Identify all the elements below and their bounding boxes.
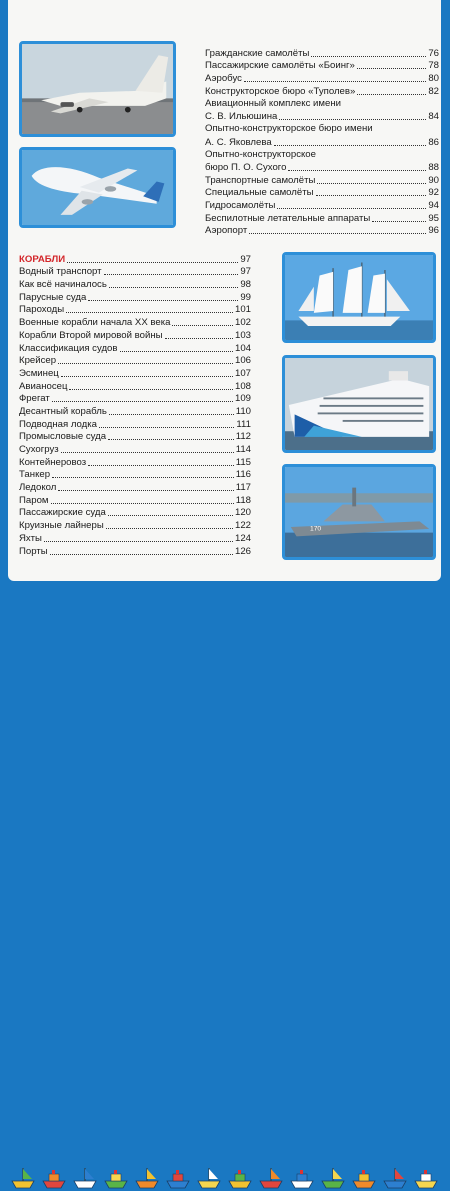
- toc-entry[interactable]: [205, 212, 439, 225]
- toc-entry-title: С. В. Ильюшина: [205, 111, 278, 123]
- toc-page-number: 106: [234, 355, 251, 367]
- toc-page-number: 94: [428, 199, 439, 211]
- warship-icon: [285, 467, 433, 557]
- toc-page-number: 76: [428, 47, 439, 59]
- toc-page-number: 104: [234, 342, 251, 354]
- toc-entry[interactable]: [19, 329, 251, 342]
- dot-leader: [165, 338, 233, 339]
- toc-page-number: 98: [240, 279, 251, 291]
- toc-entry[interactable]: [19, 418, 251, 431]
- toc-entry[interactable]: [19, 316, 251, 329]
- toc-page-number: 109: [234, 393, 251, 405]
- toc-entry[interactable]: [205, 47, 439, 60]
- dot-leader: [244, 81, 426, 82]
- toc-entry-title: Классификация судов: [19, 342, 118, 354]
- toc-entry-title: Парусные суда: [19, 291, 87, 303]
- dot-leader: [104, 274, 239, 275]
- ship-icon: [196, 1165, 222, 1191]
- toc-page-number: 97: [240, 253, 251, 265]
- tugboat-icon: [10, 1165, 36, 1191]
- toc-entry[interactable]: [205, 110, 439, 123]
- toc-entry[interactable]: [205, 161, 439, 174]
- toc-entry-title: Аэробус: [205, 73, 242, 85]
- dot-leader: [109, 287, 239, 288]
- dot-leader: [357, 68, 427, 69]
- toc-entry-title: Танкер: [19, 469, 51, 481]
- boat-icon: [351, 1165, 377, 1191]
- toc-entry-title: Яхты: [19, 532, 42, 544]
- toc-entry-title: Паром: [19, 494, 49, 506]
- toc-page-number: 116: [235, 469, 251, 481]
- dot-leader: [61, 452, 234, 453]
- toc-entry[interactable]: [19, 469, 251, 482]
- toc-entry-title: Аэропорт: [205, 225, 248, 237]
- toc-heading-line[interactable]: [205, 98, 439, 111]
- toc-entry-title: Военные корабли начала XX века: [19, 317, 171, 329]
- dot-leader: [120, 351, 233, 352]
- dot-leader: [50, 554, 233, 555]
- dot-leader: [108, 439, 234, 440]
- toc-section-heading[interactable]: [19, 253, 251, 266]
- dot-leader: [311, 56, 426, 57]
- dot-leader: [279, 119, 426, 120]
- toc-page-number: 111: [236, 418, 251, 430]
- toc-entry[interactable]: [19, 342, 251, 355]
- toc-entry[interactable]: [205, 199, 439, 212]
- dot-leader: [288, 170, 426, 171]
- toc-entry-title: Пассажирские самолёты «Боинг»: [205, 60, 355, 72]
- dot-leader: [52, 477, 234, 478]
- dot-leader: [357, 94, 426, 95]
- cargo-airplane-icon: [22, 44, 173, 134]
- toc-entry-title: Контейнеровоз: [19, 456, 87, 468]
- toc-ships: [19, 253, 251, 558]
- toc-entry-title: Беспилотные летательные аппараты: [205, 212, 371, 224]
- toc-entry[interactable]: [19, 405, 251, 418]
- dot-leader: [277, 208, 426, 209]
- toc-entry-title: А. С. Яковлева: [205, 136, 272, 148]
- toc-page-number: 112: [235, 431, 251, 443]
- tugboat-icon: [258, 1165, 284, 1191]
- toc-page-number: 92: [428, 187, 439, 199]
- toc-entry-title: Фрегат: [19, 393, 50, 405]
- toc-entry[interactable]: [19, 291, 251, 304]
- cruise-liner-icon: [285, 358, 433, 450]
- dot-leader: [61, 376, 233, 377]
- toc-entry-title: Пароходы: [19, 304, 65, 316]
- toc-entry-title: Специальные самолёты: [205, 187, 314, 199]
- toc-entry[interactable]: [19, 431, 251, 444]
- toc-page-number: 126: [234, 545, 251, 557]
- dot-leader: [58, 490, 233, 491]
- toc-entry-title: Подводная лодка: [19, 418, 97, 430]
- toc-entry-title: Сухогруз: [19, 444, 59, 455]
- toc-page-number: 124: [234, 532, 251, 544]
- sailing-ship-photo: [282, 252, 436, 343]
- toc-entry-title: Конструкторское бюро «Туполев»: [205, 85, 356, 97]
- toc-page-number: 103: [234, 329, 251, 341]
- toc-entry[interactable]: [19, 494, 251, 507]
- submarine-icon: [165, 1165, 191, 1191]
- steamboat-icon: [72, 1165, 98, 1191]
- motorboat-icon: [134, 1165, 160, 1191]
- toc-page-number: 102: [234, 317, 251, 329]
- sailboat-icon: [103, 1165, 129, 1191]
- toc-page-number: 82: [428, 85, 439, 97]
- toc-page-number: 120: [234, 507, 251, 519]
- svg-text:170: 170: [309, 525, 322, 533]
- toc-entry-title: Промысловые суда: [19, 431, 107, 443]
- cruise-ship-photo: [282, 355, 436, 453]
- toc-page-number: 88: [428, 161, 439, 173]
- toc-entry[interactable]: [19, 380, 251, 393]
- dot-leader: [108, 515, 233, 516]
- dot-leader: [67, 262, 238, 263]
- dot-leader: [66, 312, 233, 313]
- dot-leader: [99, 427, 234, 428]
- toc-entry[interactable]: [205, 187, 439, 200]
- toc-entry[interactable]: [19, 456, 251, 469]
- toc-entry-title: Пассажирские суда: [19, 507, 106, 519]
- toc-page-number: 118: [235, 494, 251, 506]
- dot-leader: [58, 363, 233, 364]
- toc-entry[interactable]: [19, 507, 251, 520]
- toc-entry[interactable]: [19, 519, 251, 532]
- ship-icon: [382, 1165, 408, 1191]
- toc-page-number: 97: [240, 266, 251, 278]
- toc-entry-title: Эсминец: [19, 367, 59, 379]
- beluga-plane-photo: [19, 147, 176, 228]
- toc-entry-title: Как всё начиналось: [19, 279, 107, 291]
- toc-entry-title: Ледокол: [19, 482, 57, 494]
- toc-page-number: 122: [234, 520, 251, 532]
- dot-leader: [274, 145, 427, 146]
- toc-entry[interactable]: [205, 225, 439, 238]
- toc-entry-title: Гражданские самолёты: [205, 47, 310, 59]
- toc-page-number: 110: [235, 405, 251, 417]
- dot-leader: [69, 389, 233, 390]
- toc-page-number: 108: [234, 380, 251, 392]
- toc-page-number: 99: [240, 291, 251, 303]
- toc-entry[interactable]: [19, 367, 251, 380]
- dot-leader: [106, 528, 233, 529]
- dot-leader: [316, 195, 427, 196]
- dot-leader: [88, 300, 238, 301]
- toc-entry-title: Крейсер: [19, 355, 57, 367]
- toc-page-number: 78: [428, 60, 439, 72]
- toc-page-number: 80: [428, 73, 439, 85]
- toc-aviation: [205, 47, 439, 237]
- footer-boats-strip: [0, 581, 450, 616]
- airbus-beluga-airplane-icon: [22, 150, 173, 225]
- toc-page-number: 96: [428, 225, 439, 237]
- toc-page-number: 90: [428, 174, 439, 186]
- lighthouse-icon: [227, 1165, 253, 1191]
- dot-leader: [372, 221, 426, 222]
- toc-entry[interactable]: [19, 443, 251, 456]
- toc-heading-line[interactable]: [205, 149, 439, 162]
- toc-entry-title: Опытно-конструкторское бюро имени: [205, 123, 373, 135]
- warship-photo: [282, 464, 436, 560]
- sailboat-icon: [289, 1165, 315, 1191]
- dot-leader: [109, 414, 234, 415]
- toc-entry[interactable]: [205, 136, 439, 149]
- toc-entry-title: Корабли Второй мировой войны: [19, 329, 163, 341]
- toc-page-number: 95: [428, 212, 439, 224]
- toc-entry-title: Авианосец: [19, 380, 68, 392]
- toc-entry-title: Опытно-конструкторское: [205, 148, 316, 160]
- dot-leader: [249, 233, 426, 234]
- toc-entry[interactable]: [205, 174, 439, 187]
- toc-entry[interactable]: [205, 72, 439, 85]
- toc-page-number: 101: [234, 304, 251, 316]
- toc-entry[interactable]: [19, 304, 251, 317]
- toc-entry-title: Порты: [19, 545, 48, 557]
- toc-entry[interactable]: [19, 481, 251, 494]
- sailboat-icon: [41, 1165, 67, 1191]
- toc-page-number: 84: [428, 111, 439, 123]
- yacht-icon: [320, 1165, 346, 1191]
- dot-leader: [51, 503, 234, 504]
- toc-entry-title: КОРАБЛИ: [19, 253, 66, 265]
- dot-leader: [317, 183, 426, 184]
- toc-entry-title: Круизные лайнеры: [19, 520, 104, 532]
- toc-page-number: 114: [235, 444, 251, 455]
- toc-entry[interactable]: [205, 85, 439, 98]
- toc-entry[interactable]: [19, 393, 251, 406]
- toc-entry[interactable]: [19, 278, 251, 291]
- toc-page-number: 86: [428, 136, 439, 148]
- toc-heading-line[interactable]: [205, 123, 439, 136]
- toc-entry-title: Гидросамолёты: [205, 199, 276, 211]
- toc-entry-title: Десантный корабль: [19, 405, 107, 417]
- toc-entry-title: Транспортные самолёты: [205, 174, 316, 186]
- toc-entry-title: Авиационный комплекс имени: [205, 97, 341, 109]
- cargo-plane-photo: [19, 41, 176, 137]
- toc-page-number: 117: [235, 482, 251, 494]
- sailboat-icon: [413, 1165, 439, 1191]
- toc-entry-title: Водный транспорт: [19, 266, 102, 278]
- toc-page-number: 107: [234, 367, 251, 379]
- dot-leader: [52, 401, 233, 402]
- toc-entry[interactable]: [205, 60, 439, 73]
- dot-leader: [172, 325, 233, 326]
- toc-entry-title: бюро П. О. Сухого: [205, 161, 287, 173]
- dot-leader: [88, 465, 234, 466]
- sailing-ship-icon: [285, 255, 433, 340]
- toc-entry[interactable]: [19, 266, 251, 279]
- toc-entry[interactable]: [19, 532, 251, 545]
- toc-page-number: 115: [235, 456, 251, 468]
- dot-leader: [44, 541, 233, 542]
- toc-entry[interactable]: [19, 355, 251, 368]
- toc-entry[interactable]: [19, 545, 251, 558]
